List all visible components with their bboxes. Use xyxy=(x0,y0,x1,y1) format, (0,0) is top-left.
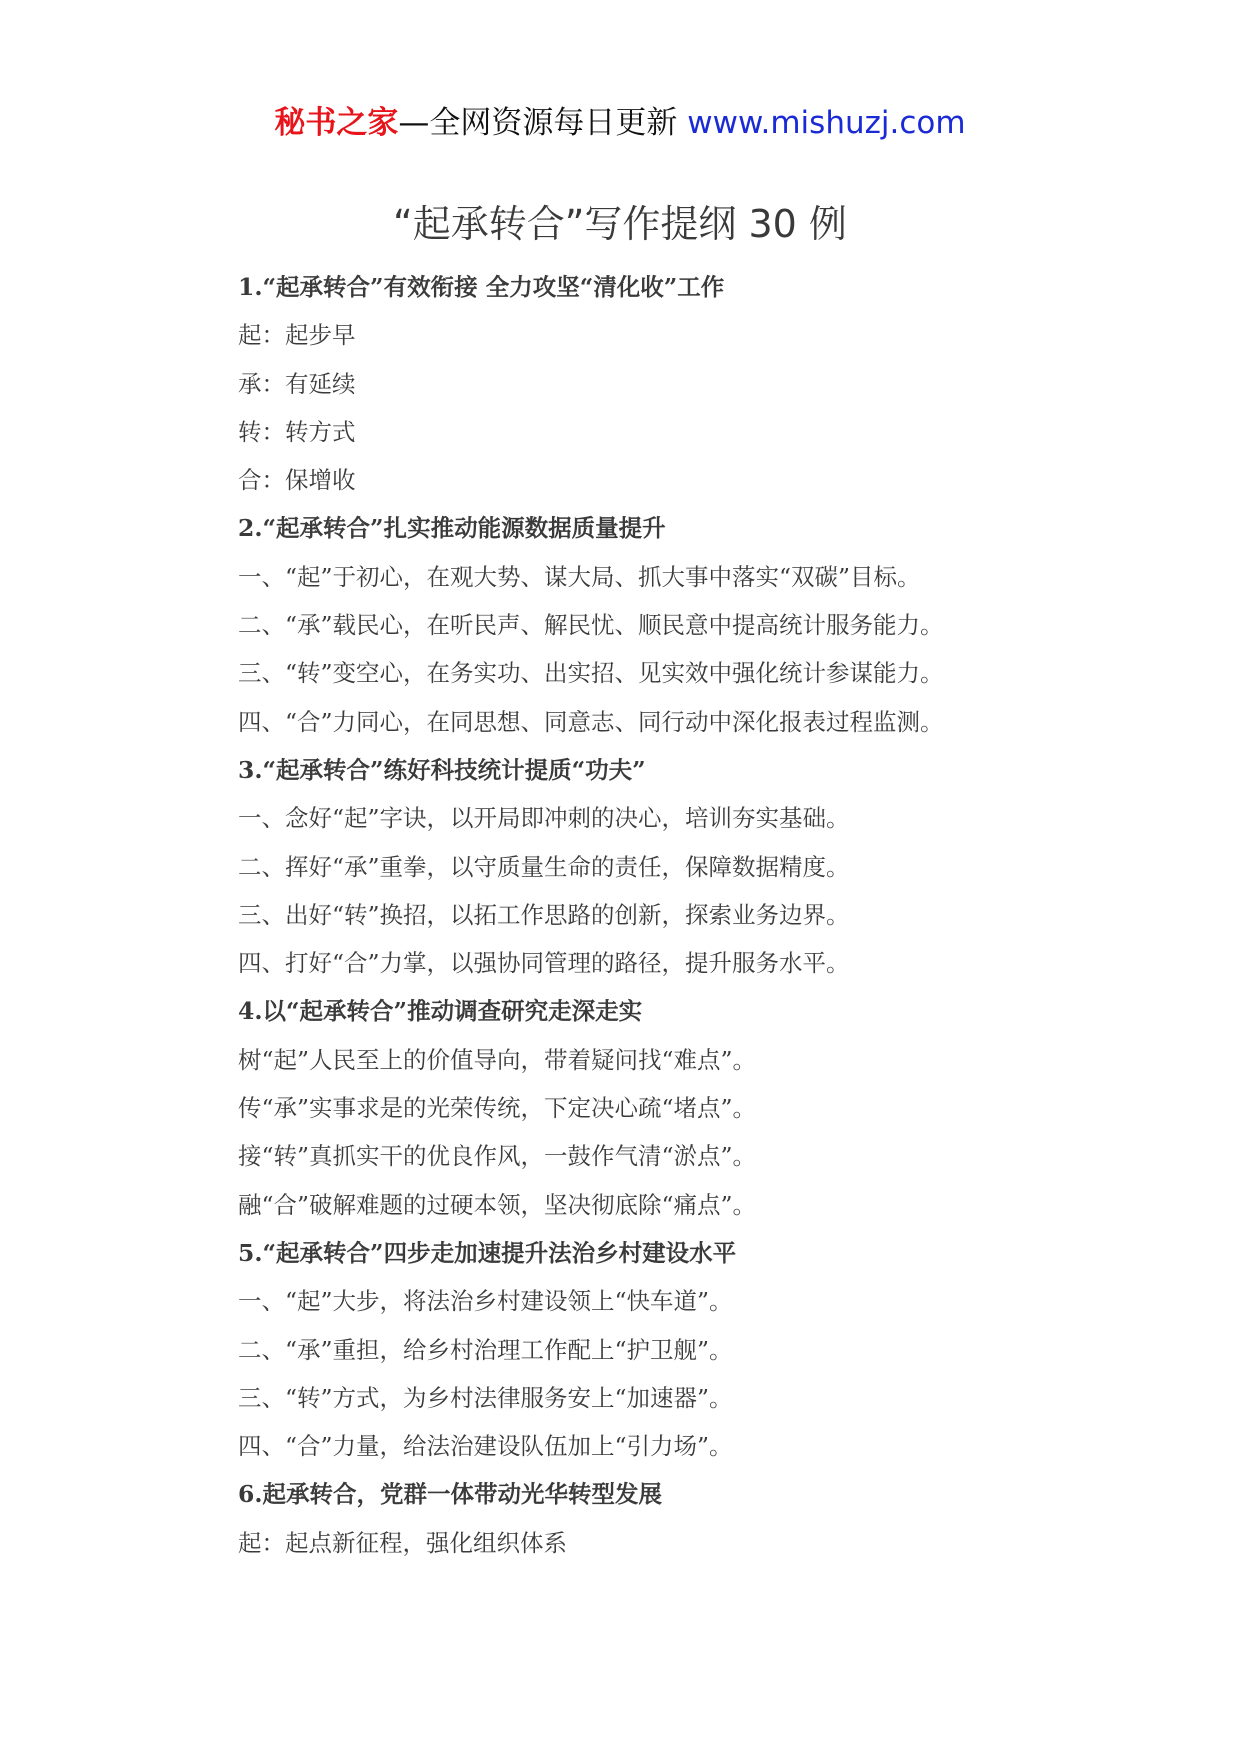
paragraph-line: 四、打好“合”力掌，以强协同管理的路径，提升服务水平。 xyxy=(238,949,850,978)
paragraph-line: 承：有延续 xyxy=(238,369,356,398)
paragraph-line: 三、“转”变空心，在务实功、出实招、见实效中强化统计参谋能力。 xyxy=(238,659,944,688)
paragraph-line: 转：转方式 xyxy=(238,417,356,446)
site-brand: 秘书之家 xyxy=(274,105,399,141)
paragraph-line: 二、“承”载民心，在听民声、解民忧、顺民意中提高统计服务能力。 xyxy=(238,611,944,640)
paragraph-line: 一、“起”大步，将法治乡村建设领上“快车道”。 xyxy=(238,1287,733,1316)
paragraph-line: 四、“合”力量，给法治建设队伍加上“引力场”。 xyxy=(238,1432,733,1461)
document-body xyxy=(238,263,1218,1567)
paragraph-line: 一、念好“起”字诀，以开局即冲刺的决心，培训夯实基础。 xyxy=(238,804,850,833)
paragraph-line: 起：起点新征程，强化组织体系 xyxy=(238,1528,567,1557)
section-heading-2: 2.“起承转合”扎实推动能源数据质量提升 xyxy=(238,514,666,543)
paragraph-line: 起：起步早 xyxy=(238,321,356,350)
paragraph-line: 二、挥好“承”重拳，以守质量生命的责任，保障数据精度。 xyxy=(238,852,850,881)
paragraph-line: 三、出好“转”换招，以拓工作思路的创新，探索业务边界。 xyxy=(238,900,850,929)
section-heading-5: 5.“起承转合”四步走加速提升法治乡村建设水平 xyxy=(238,1238,737,1267)
paragraph-line: 融“合”破解难题的过硬本领，坚决彻底除“痛点”。 xyxy=(238,1190,757,1219)
paragraph-line: 接“转”真抓实干的优良作风，一鼓作气清“淤点”。 xyxy=(238,1142,757,1171)
paragraph-line: 树“起”人民至上的价值导向，带着疑问找“难点”。 xyxy=(238,1045,757,1074)
site-slogan: —全网资源每日更新 xyxy=(398,105,678,141)
section-heading-3: 3.“起承转合”练好科技统计提质“功夫” xyxy=(238,755,646,784)
section-heading-4: 4.以“起承转合”推动调查研究走深走实 xyxy=(238,997,643,1026)
paragraph-line: 一、“起”于初心，在观大势、谋大局、抓大事中落实“双碳”目标。 xyxy=(238,562,921,591)
paragraph-line: 四、“合”力同心，在同思想、同意志、同行动中深化报表过程监测。 xyxy=(238,707,944,736)
document-title: “起承转合”写作提纲 30 例 xyxy=(393,202,847,246)
paragraph-line: 二、“承”重担，给乡村治理工作配上“护卫舰”。 xyxy=(238,1335,733,1364)
site-header xyxy=(0,98,1240,148)
section-heading-6: 6.起承转合，党群一体带动光华转型发展 xyxy=(238,1480,663,1509)
paragraph-line: 传“承”实事求是的光荣传统，下定决心疏“堵点”。 xyxy=(238,1094,757,1123)
site-url-link[interactable]: www.mishuzj.com xyxy=(687,105,966,141)
paragraph-line: 合：保增收 xyxy=(238,466,356,495)
section-heading-1: 1.“起承转合”有效衔接 全力攻坚“清化收”工作 xyxy=(238,273,725,301)
paragraph-line: 三、“转”方式，为乡村法律服务安上“加速器”。 xyxy=(238,1383,733,1412)
